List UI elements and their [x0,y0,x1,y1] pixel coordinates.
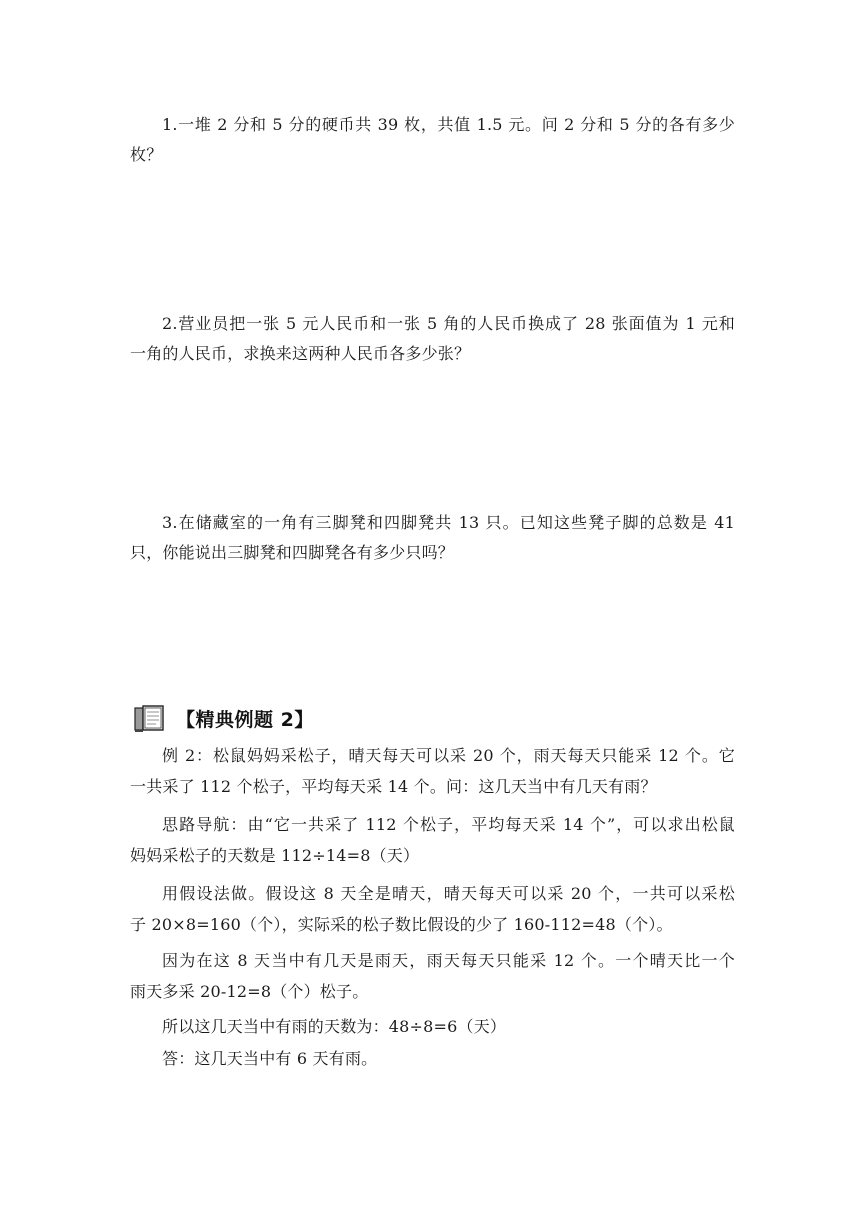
section-title: 【精典例题 2】 [176,708,314,731]
problem-1-line-1: 1.一堆 2 分和 5 分的硬币共 39 枚，共值 1.5 元。问 2 分和 5 分的各有多少 [162,115,735,134]
example-p4-line-2: 雨天多采 20-12=8（个）松子。 [130,982,369,1001]
example-answer: 答：这几天当中有 6 天有雨。 [162,1049,378,1068]
example-p3-line-2: 子 20×8=160（个），实际采的松子数比假设的少了 160-112=48（个）。 [130,915,673,934]
example-p1-line-2: 一共采了 112 个松子，平均每天采 14 个。问：这几天当中有几天有雨？ [130,777,657,796]
problem-3-line-1: 3.在储藏室的一角有三脚凳和四脚凳共 13 只。已知这些凳子脚的总数是 41 [162,513,735,532]
problem-1-line-2: 枚？ [130,145,163,164]
problem-3-line-2: 只，你能说出三脚凳和四脚凳各有多少只吗？ [130,543,455,562]
example-p2-line-1: 思路导航：由“它一共采了 112 个松子，平均每天采 14 个”，可以求出松鼠 [162,815,735,834]
example-p1-line-1: 例 2：松鼠妈妈采松子，晴天每天可以采 20 个，雨天每天只能采 12 个。它 [162,746,735,765]
example-p4-line-1: 因为在这 8 天当中有几天是雨天，雨天每天只能采 12 个。一个晴天比一个 [162,951,735,970]
example-p2-line-2: 妈妈采松子的天数是 112÷14=8（天） [130,846,420,865]
problem-2-line-2: 一角的人民币，求换来这两种人民币各多少张？ [130,344,471,363]
example-p5: 所以这几天当中有雨的天数为：48÷8=6（天） [162,1017,507,1036]
problem-2-line-1: 2.营业员把一张 5 元人民币和一张 5 角的人民币换成了 28 张面值为 1 元和 [162,314,735,333]
example-p3-line-1: 用假设法做。假设这 8 天全是晴天，晴天每天可以采 20 个，一共可以采松 [162,884,735,903]
section-heading [132,700,314,736]
book-icon [132,702,168,734]
